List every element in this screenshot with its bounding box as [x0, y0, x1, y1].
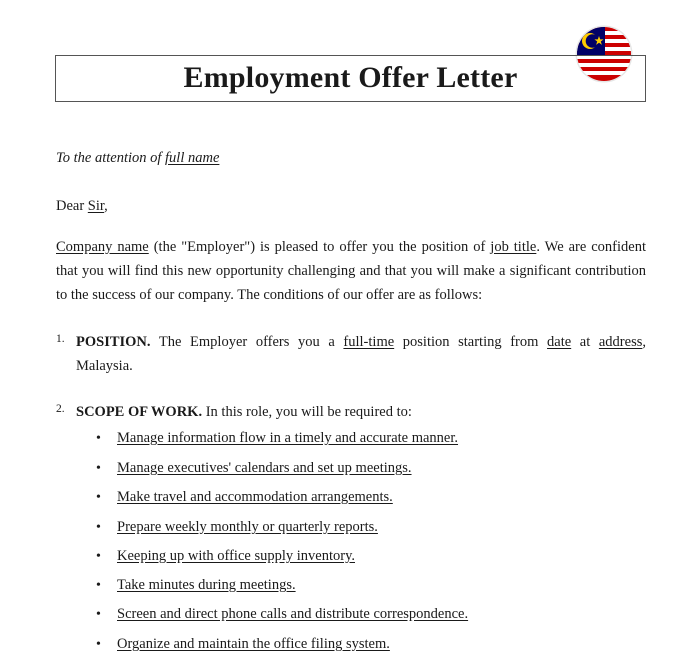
document-title: Employment Offer Letter — [183, 61, 518, 94]
section-1-number: 1. — [56, 333, 65, 345]
greeting-suffix: , — [104, 198, 108, 214]
company-name: Company name — [56, 239, 149, 255]
address: address — [598, 334, 643, 350]
list-item: Take minutes during meetings. — [117, 577, 296, 593]
section-1-part4: , Malaysia. — [76, 334, 646, 374]
intro-part1: (the "Employer") is pleased to offer you the position of — [148, 239, 491, 255]
list-item: Make travel and accommodation arrangements. — [117, 489, 393, 505]
section-1-part3: at — [571, 334, 599, 350]
list-item: Screen and direct phone calls and distribute correspondence. — [117, 606, 469, 622]
bullet-icon: • — [96, 578, 101, 593]
section-2-heading-line — [76, 400, 412, 424]
section-1-part1: The Employer offers you a — [150, 334, 344, 350]
list-item: Manage executives' calendars and set up meetings. — [117, 460, 412, 476]
list-item: Prepare weekly monthly or quarterly reports. — [117, 519, 378, 535]
section-2-number: 2. — [56, 403, 65, 415]
bullet-icon: • — [96, 607, 101, 622]
attention-name: full name — [165, 150, 220, 166]
job-title: job title — [490, 239, 537, 255]
greeting — [56, 194, 108, 218]
section-1-heading: POSITION. — [76, 334, 151, 350]
bullet-icon: • — [96, 520, 101, 535]
list-item: Organize and maintain the office filing system. — [117, 636, 390, 652]
bullet-icon: • — [96, 490, 101, 505]
section-1-paragraph — [76, 330, 646, 378]
intro-paragraph — [56, 235, 646, 307]
greeting-name: Sir — [87, 198, 105, 214]
intro-part2: . We are confident that you will find this new opportunity challenging and that you will make a significant contribution to the success of our company. The conditions of our offer are as follows: — [56, 239, 646, 303]
bullet-icon: • — [96, 549, 101, 564]
list-item: Keeping up with office supply inventory. — [117, 548, 355, 564]
bullet-icon: • — [96, 431, 101, 446]
title-box — [55, 55, 646, 102]
attention-line — [56, 146, 219, 170]
section-2-heading: SCOPE OF WORK. — [76, 404, 203, 420]
list-item: Manage information flow in a timely and accurate manner. — [117, 430, 459, 446]
section-2-text: In this role, you will be required to: — [202, 404, 412, 420]
attention-prefix: To the attention of — [56, 150, 162, 166]
employment-type: full-time — [343, 334, 395, 350]
start-date: date — [547, 334, 572, 350]
section-1-part2: position starting from — [394, 334, 548, 350]
greeting-prefix: Dear — [56, 198, 85, 214]
bullet-icon: • — [96, 461, 101, 476]
bullet-icon: • — [96, 637, 101, 652]
